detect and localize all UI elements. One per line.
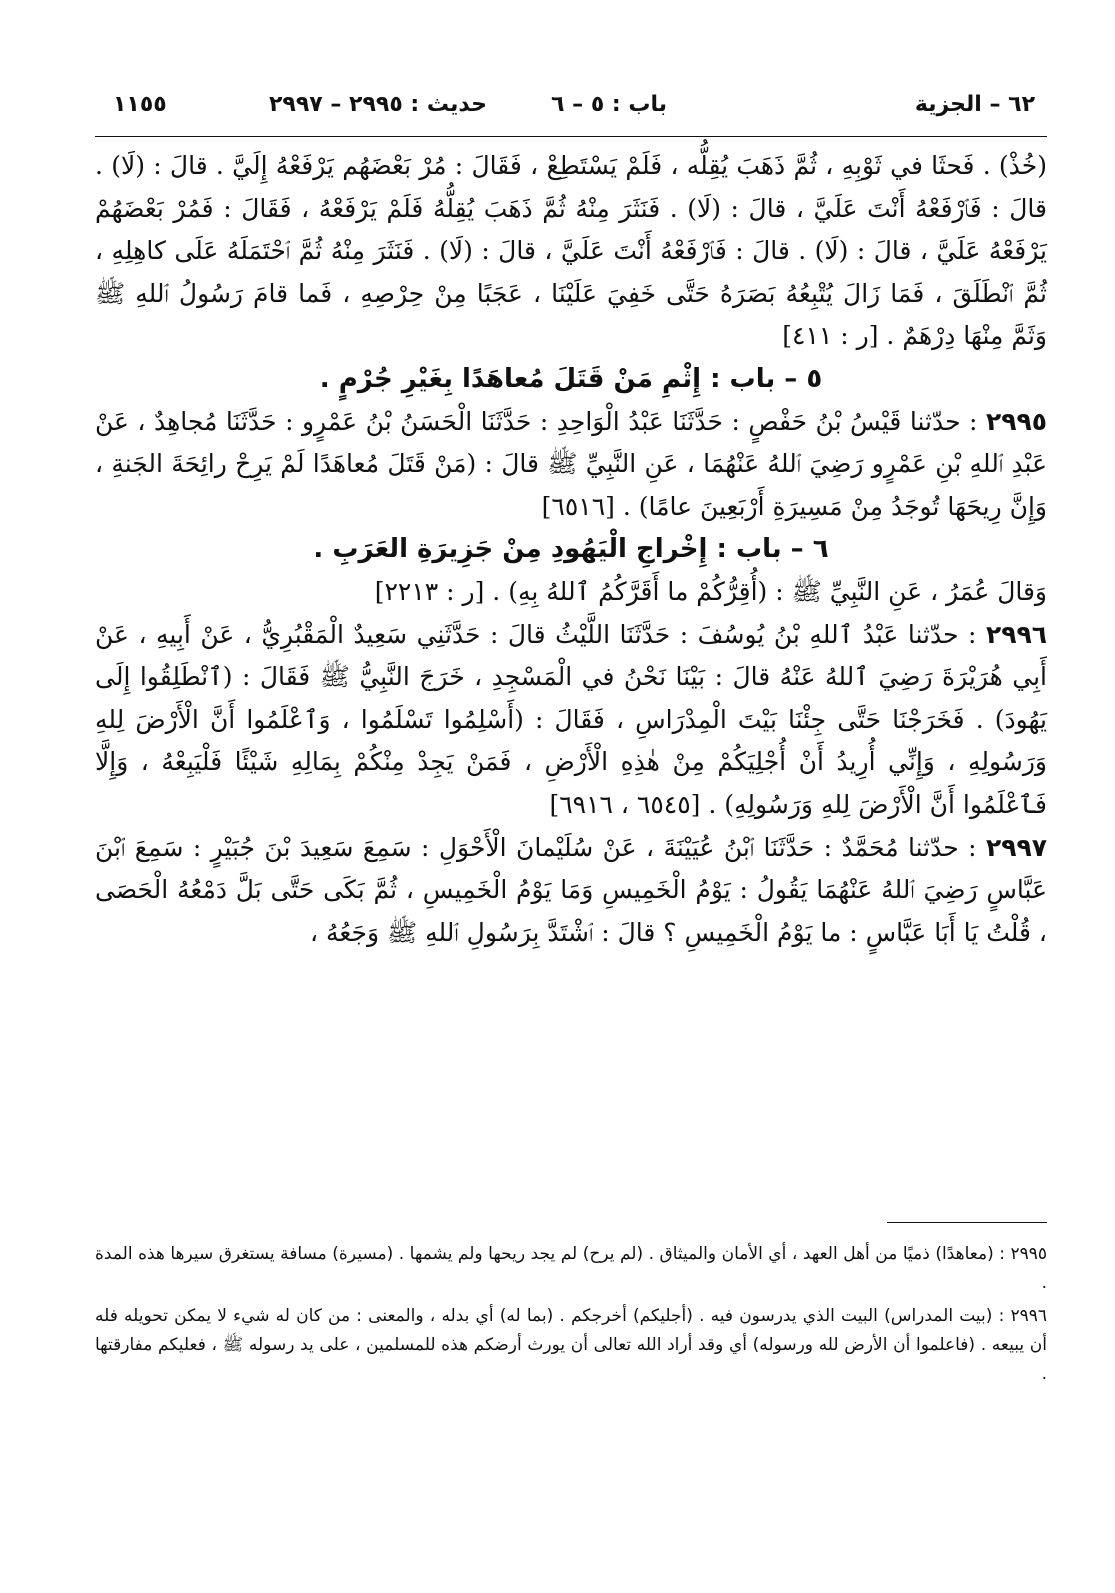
hadith-text: : حدّثنا عَبْدُ ٱللهِ بْنُ يُوسُفَ : حَدَّثَنَا اللَّيْثُ قالَ : حَدَّثَنِي سَعِيدٌ الْمَقْبُرِيُّ ، عَنْ أَبِيهِ ، عَنْ أَبِي هُرَيْرَةَ رَضِيَ ٱللهُ عَنْهُ قالَ : بَيْنَا نَحْنُ في الْمَسْجِدِ ، خَرَجَ النَّبِيُّ ﷺ فَقَالَ : (ٱنْطَلِقُوا إِلَى يَهُودَ) . فَخَرَجْنَا حَتَّى جِئْنَا بَيْتَ الْمِدْرَاسِ ، فَقَالَ : (أَسْلِمُوا تَسْلَمُوا ، وَٱعْلَمُوا أَنَّ الْأَرْضَ لِلهِ وَرَسُولِهِ ، وَإِنِّي أُرِيدُ أَنْ أُجْلِيَكُمْ مِنْ هٰذِهِ الْأَرْضِ ، فَمَنْ يَجِدْ مِنْكُمْ بِمَالِهِ شَيْئًا فَلْيَبِعْهُ ، وَإِلَّا فَٱعْلَمُوا أَنَّ الْأَرْضَ لِلهِ وَرَسُولِهِ) . [٦٥٤٥ ، ٦٩١٦] (95, 619, 1047, 819)
footnote-2996: ٢٩٩٦ : (بيت المدراس) البيت الذي يدرسون فيه . (أجليكم) أخرجكم . (بما له) أي بدله ، والمعنى : من كان له شيء لا يمكن تحويله فله أن يبيعه . (فاعلموا أن الأرض لله ورسوله) أي وقد أراد الله تعالى أن يورث أرضكم هذه للمسلمين ، على يد رسوله ﷺ ، فعليكم مفارقتها . (95, 1306, 1047, 1384)
running-header (95, 78, 1047, 137)
hadith-number: ٢٩٩٦ (985, 619, 1047, 649)
chapter-range: باب : ٥ – ٦ (551, 92, 667, 117)
hadith-range: حديث : ٢٩٩٥ – ٢٩٩٧ (269, 92, 487, 117)
hadith-text: : حدّثنا قَيْسُ بْنُ حَفْصٍ : حَدَّثَنَا عَبْدُ الْوَاحِدِ : حَدَّثَنَا الْحَسَنُ بْنُ عَمْرٍو : حَدَّثَنَا مُجاهِدٌ ، عَنْ عَبْدِ ٱللهِ بْنِ عَمْرٍو رَضِيَ ٱللهُ عَنْهُمَا ، عَنِ النَّبِيِّ ﷺ قالَ : (مَنْ قَتَلَ مُعاهَدًا لَمْ يَرِحْ رائِحَةَ الجَنةِ ، وَإِنَّ رِيحَهَا تُوجَدُ مِنْ مَسِيرَةِ أَرْبَعِينَ عامًا) . [٦٥١٦] (95, 406, 1047, 521)
hadith-text: : حدّثنا مُحَمَّدٌ : حَدَّثَنَا ٱبْنُ عُيَيْنَةَ ، عَنْ سُلَيْمانَ الْأَحْوَلِ : سَمِعَ سَعِيدَ بْنَ جُبَيْرٍ : سَمِعَ ٱبْنَ عَبَّاسٍ رَضِيَ ٱللهُ عَنْهُمَا يَقُولُ : يَوْمُ الْخَمِيسِ وَمَا يَوْمُ الْخَمِيسِ ، ثُمَّ بَكَى حَتَّى بَلَّ دَمْعُهُ الْحَصَى ، قُلْتُ يَا أَبَا عَبَّاسٍ : ما يَوْمُ الْخَمِيسِ ؟ قالَ : ٱشْتَدَّ بِرَسُولِ ٱللهِ ﷺ وَجَعُهُ ، (95, 832, 1047, 947)
umar-narration: وَقالَ عُمَرُ ، عَنِ النَّبِيِّ ﷺ : (أُقِرُّكُمْ ما أَقَرَّكُمُ ٱللهُ بِهِ) . [ر : ٢٢١٣] (374, 576, 1047, 606)
hadith-2996 (95, 614, 1047, 827)
chapter-6-heading: ٦ – باب : إِخْراجِ الْيَهُودِ مِنْ جَزِيرَةِ العَرَبِ . (313, 534, 829, 565)
continued-hadith-text: (خُذْ) . فَحثَا في ثَوْبِهِ ، ثُمَّ ذَهَبَ يُقِلُّه ، فَلَمْ يَسْتَطِعْ ، فَقَالَ : مُرْ بَعْضَهُم يَرْفَعْهُ إِلَيَّ . قالَ : (لَا) . قالَ : فَٱرْفَعْهُ أَنْتَ عَلَيَّ ، قالَ : (لَا) . فَنَثَرَ مِنْهُ ثُمَّ ذَهَبَ يُقِلُّهُ فَلَمْ يَرْفَعْهُ ، فَقَالَ : فَمُرْ بَعْضَهُمْ يَرْفَعْهُ عَلَيَّ ، قالَ : (لَا) . قالَ : فَٱرْفَعْهُ أَنْتَ عَلَيَّ ، قالَ : (لَا) . فَنَثَرَ مِنْهُ ثُمَّ ٱحْتَمَلَهُ عَلَى كاهِلِهِ ، ثُمَّ ٱنْطَلَقَ ، فَمَا زَالَ يُتْبِعُهُ بَصَرَهُ حَتَّى خَفِيَ عَلَيْنَا ، عَجَبًا مِنْ حِرْصِهِ ، فَما قامَ رَسُولُ ٱللهِ ﷺ وَثَمَّ مِنْهَا دِرْهَمٌ . [ر : ٤١١] (95, 151, 1047, 351)
chapter-5-heading: ٥ – باب : إِثْمِ مَنْ قَتَلَ مُعاهَدًا بِغَيْرِ جُرْمٍ . (319, 363, 823, 394)
hadith-2995 (95, 401, 1047, 529)
footnote-divider (887, 1222, 1047, 1223)
hadith-number: ٢٩٩٥ (985, 406, 1047, 436)
page-number: ١١٥٥ (113, 92, 167, 117)
hadith-number: ٢٩٩٧ (985, 832, 1048, 862)
hadith-2997 (95, 827, 1047, 955)
main-text (95, 145, 1047, 954)
footnotes (95, 1240, 1047, 1393)
footnote-2995: ٢٩٩٥ : (معاهدًا) ذميًا من أهل العهد ، أي الأمان والميثاق . (لم يرح) لم يجد ريحها ولم يشمها . (مسيرة) مسافة يستغرق سيرها هذه المدة . (95, 1244, 1047, 1293)
book-title: ٦٢ – الجزية (914, 92, 1035, 117)
